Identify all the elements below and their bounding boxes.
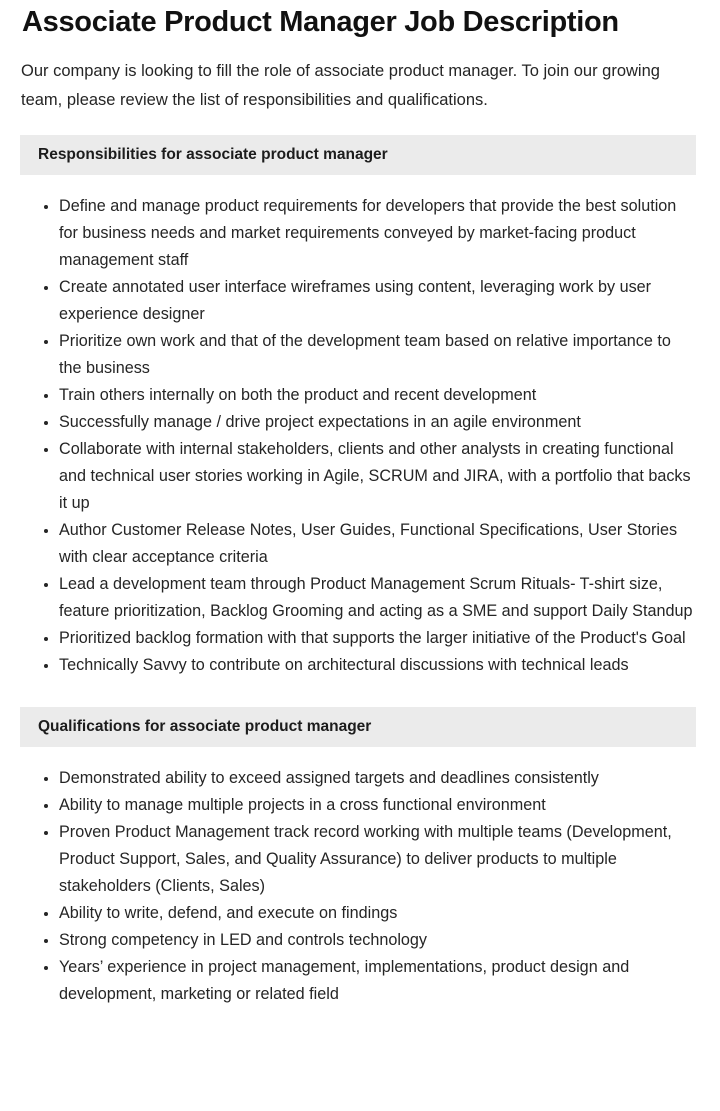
section-header-qualifications: Qualifications for associate product manager [20, 707, 696, 747]
section-header-responsibilities: Responsibilities for associate product manager [20, 135, 696, 175]
intro-paragraph: Our company is looking to fill the role of associate product manager. To join our growing team, please review the list of responsibilities and qualifications. [21, 62, 660, 109]
list-item: Author Customer Release Notes, User Guides, Functional Specifications, User Stories with clear acceptance criteria [0, 517, 720, 571]
list-item: Successfully manage / drive project expectations in an agile environment [0, 409, 720, 436]
page-title: Associate Product Manager Job Description [22, 6, 619, 38]
list-item: Prioritized backlog formation with that supports the larger initiative of the Product's Goal [0, 625, 720, 652]
list-item: Lead a development team through Product Management Scrum Rituals- T-shirt size, feature prioritization, Backlog Grooming and acting as a SME and support Daily Standup [0, 571, 720, 625]
list-item: Ability to write, defend, and execute on findings [0, 900, 720, 927]
section-responsibilities [0, 135, 720, 679]
list-item: Proven Product Management track record working with multiple teams (Development, Product Support, Sales, and Quality Assurance) to deliver products to multiple stakeholders (Clients, Sales) [0, 819, 720, 900]
responsibilities-list [0, 175, 720, 679]
qualifications-list [0, 747, 720, 1008]
list-item: Demonstrated ability to exceed assigned targets and deadlines consistently [0, 765, 720, 792]
list-item: Create annotated user interface wireframes using content, leveraging work by user experience designer [0, 274, 720, 328]
list-item: Years’ experience in project management, implementations, product design and development, marketing or related field [0, 954, 720, 1008]
list-item: Train others internally on both the product and recent development [0, 382, 720, 409]
bottom-spacer [0, 1008, 720, 1034]
list-item: Collaborate with internal stakeholders, clients and other analysts in creating functional and technical user stories working in Agile, SCRUM and JIRA, with a portfolio that backs it up [0, 436, 720, 517]
section-qualifications [0, 707, 720, 1008]
list-item: Ability to manage multiple projects in a cross functional environment [0, 792, 720, 819]
list-item: Prioritize own work and that of the development team based on relative importance to the business [0, 328, 720, 382]
list-item: Technically Savvy to contribute on architectural discussions with technical leads [0, 652, 720, 679]
list-item: Strong competency in LED and controls technology [0, 927, 720, 954]
list-item: Define and manage product requirements for developers that provide the best solution for business needs and market requirements conveyed by market-facing product management staff [0, 193, 720, 274]
